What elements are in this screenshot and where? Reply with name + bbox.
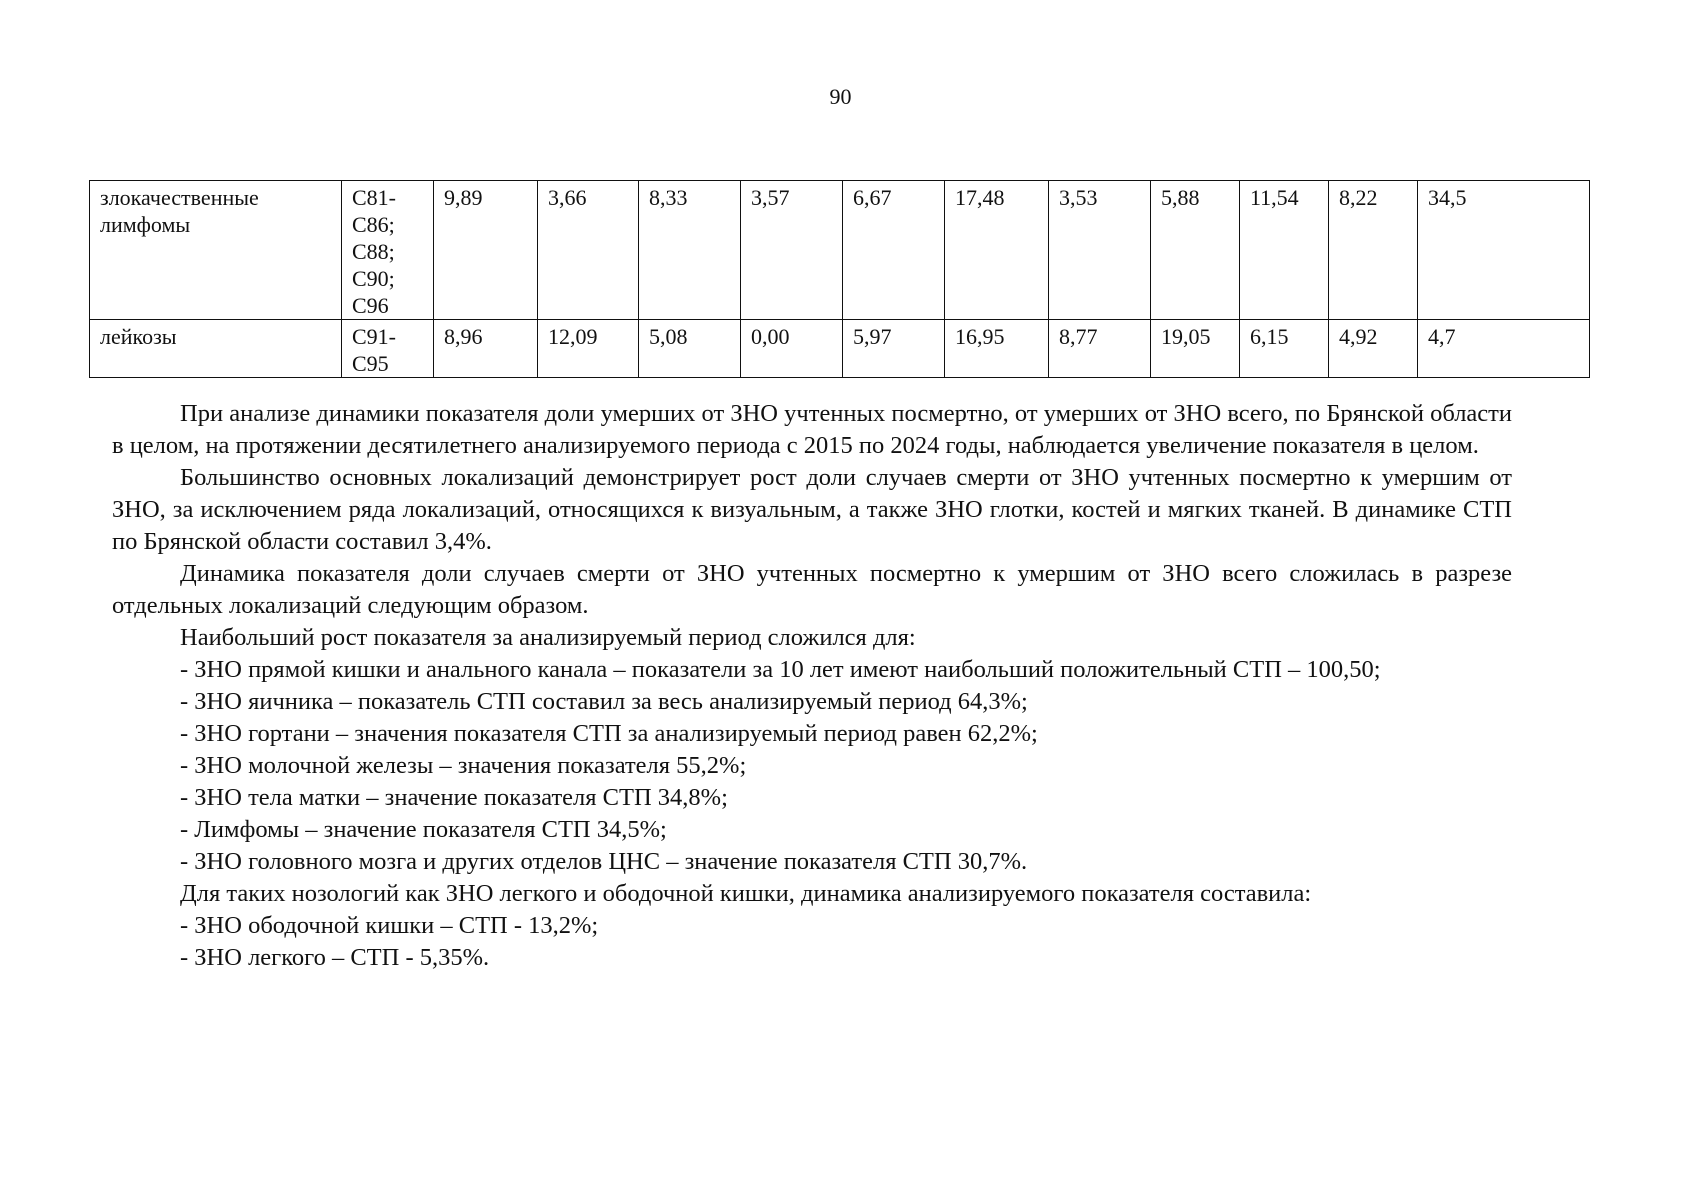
list-item-growth: - ЗНО тела матки – значение показателя СТП 34,8%; bbox=[180, 784, 728, 811]
table-cell-value: 11,54 bbox=[1240, 181, 1329, 320]
page-number: 90 bbox=[829, 84, 852, 109]
table-cell-value: 9,89 bbox=[434, 181, 538, 320]
list-item-decline: - ЗНО ободочной кишки – СТП - 13,2%; bbox=[180, 912, 599, 939]
table-row bbox=[90, 320, 1590, 378]
table-cell-value: 4,7 bbox=[1418, 320, 1590, 378]
table-cell-value: 8,22 bbox=[1329, 181, 1418, 320]
table-cell-value: 6,15 bbox=[1240, 320, 1329, 378]
table-cell-value: 0,00 bbox=[741, 320, 843, 378]
table-cell-icd-codes: С91- С95 bbox=[342, 320, 434, 378]
paragraph-growth-intro: Наибольший рост показателя за анализируемый период сложился для: bbox=[180, 624, 916, 651]
table-body bbox=[90, 181, 1590, 378]
table-cell-value: 3,66 bbox=[538, 181, 639, 320]
list-item-growth: - ЗНО головного мозга и других отделов ЦНС – значение показателя СТП 30,7%. bbox=[180, 848, 1028, 875]
table-cell-value: 5,08 bbox=[639, 320, 741, 378]
table-cell-value: 5,97 bbox=[843, 320, 945, 378]
table-cell-icd-codes: С81- С86; С88; С90; С96 bbox=[342, 181, 434, 320]
table-cell-value: 8,77 bbox=[1049, 320, 1151, 378]
table-cell-localization: лейкозы bbox=[90, 320, 342, 378]
table-cell-value: 4,92 bbox=[1329, 320, 1418, 378]
table-cell-value: 3,53 bbox=[1049, 181, 1151, 320]
list-item-growth: - ЗНО прямой кишки и анального канала – показатели за 10 лет имеют наибольший положительный СТП – 100,50; bbox=[180, 656, 1381, 683]
list-item-growth: - Лимфомы – значение показателя СТП 34,5%; bbox=[180, 816, 667, 843]
list-item-decline: - ЗНО легкого – СТП - 5,35%. bbox=[180, 944, 490, 971]
table-cell-value: 16,95 bbox=[945, 320, 1049, 378]
paragraph-dynamics: Динамика показателя доли случаев смерти от ЗНО учтенных посмертно к умершим от ЗНО всего сложилась в разрезе отдельных локализаций следующим образом. bbox=[112, 560, 1512, 619]
table-cell-value: 34,5 bbox=[1418, 181, 1590, 320]
table-cell-value: 5,88 bbox=[1151, 181, 1240, 320]
table-cell-value: 8,96 bbox=[434, 320, 538, 378]
table-cell-value: 8,33 bbox=[639, 181, 741, 320]
paragraph-decline-intro: Для таких нозологий как ЗНО легкого и ободочной кишки, динамика анализируемого показателя составила: bbox=[180, 880, 1312, 907]
list-item-growth: - ЗНО молочной железы – значения показателя 55,2%; bbox=[180, 752, 747, 779]
table-cell-value: 19,05 bbox=[1151, 320, 1240, 378]
paragraph-localizations: Большинство основных локализаций демонстрирует рост доли случаев смерти от ЗНО учтенных посмертно к умершим от ЗНО, за исключением ряда локализаций, относящихся к визуальным, а также ЗНО глотки, костей и мягких тканей. В динамике СТП по Брянской области составил 3,4%. bbox=[112, 464, 1512, 555]
table-cell-value: 17,48 bbox=[945, 181, 1049, 320]
table-cell-localization: злокачественные лимфомы bbox=[90, 181, 342, 320]
data-table bbox=[89, 180, 1590, 378]
table-cell-value: 6,67 bbox=[843, 181, 945, 320]
table-cell-value: 3,57 bbox=[741, 181, 843, 320]
list-item-growth: - ЗНО яичника – показатель СТП составил за весь анализируемый период 64,3%; bbox=[180, 688, 1028, 715]
paragraph-analysis: При анализе динамики показателя доли умерших от ЗНО учтенных посмертно, от умерших от ЗНО всего, по Брянской области в целом, на протяжении десятилетнего анализируемого периода с 2015 по 2024 годы, наблюдается увеличение показателя в целом. bbox=[112, 400, 1512, 459]
main-text bbox=[112, 398, 1512, 974]
table-row bbox=[90, 181, 1590, 320]
list-item-growth: - ЗНО гортани – значения показателя СТП за анализируемый период равен 62,2%; bbox=[180, 720, 1038, 747]
table-cell-value: 12,09 bbox=[538, 320, 639, 378]
